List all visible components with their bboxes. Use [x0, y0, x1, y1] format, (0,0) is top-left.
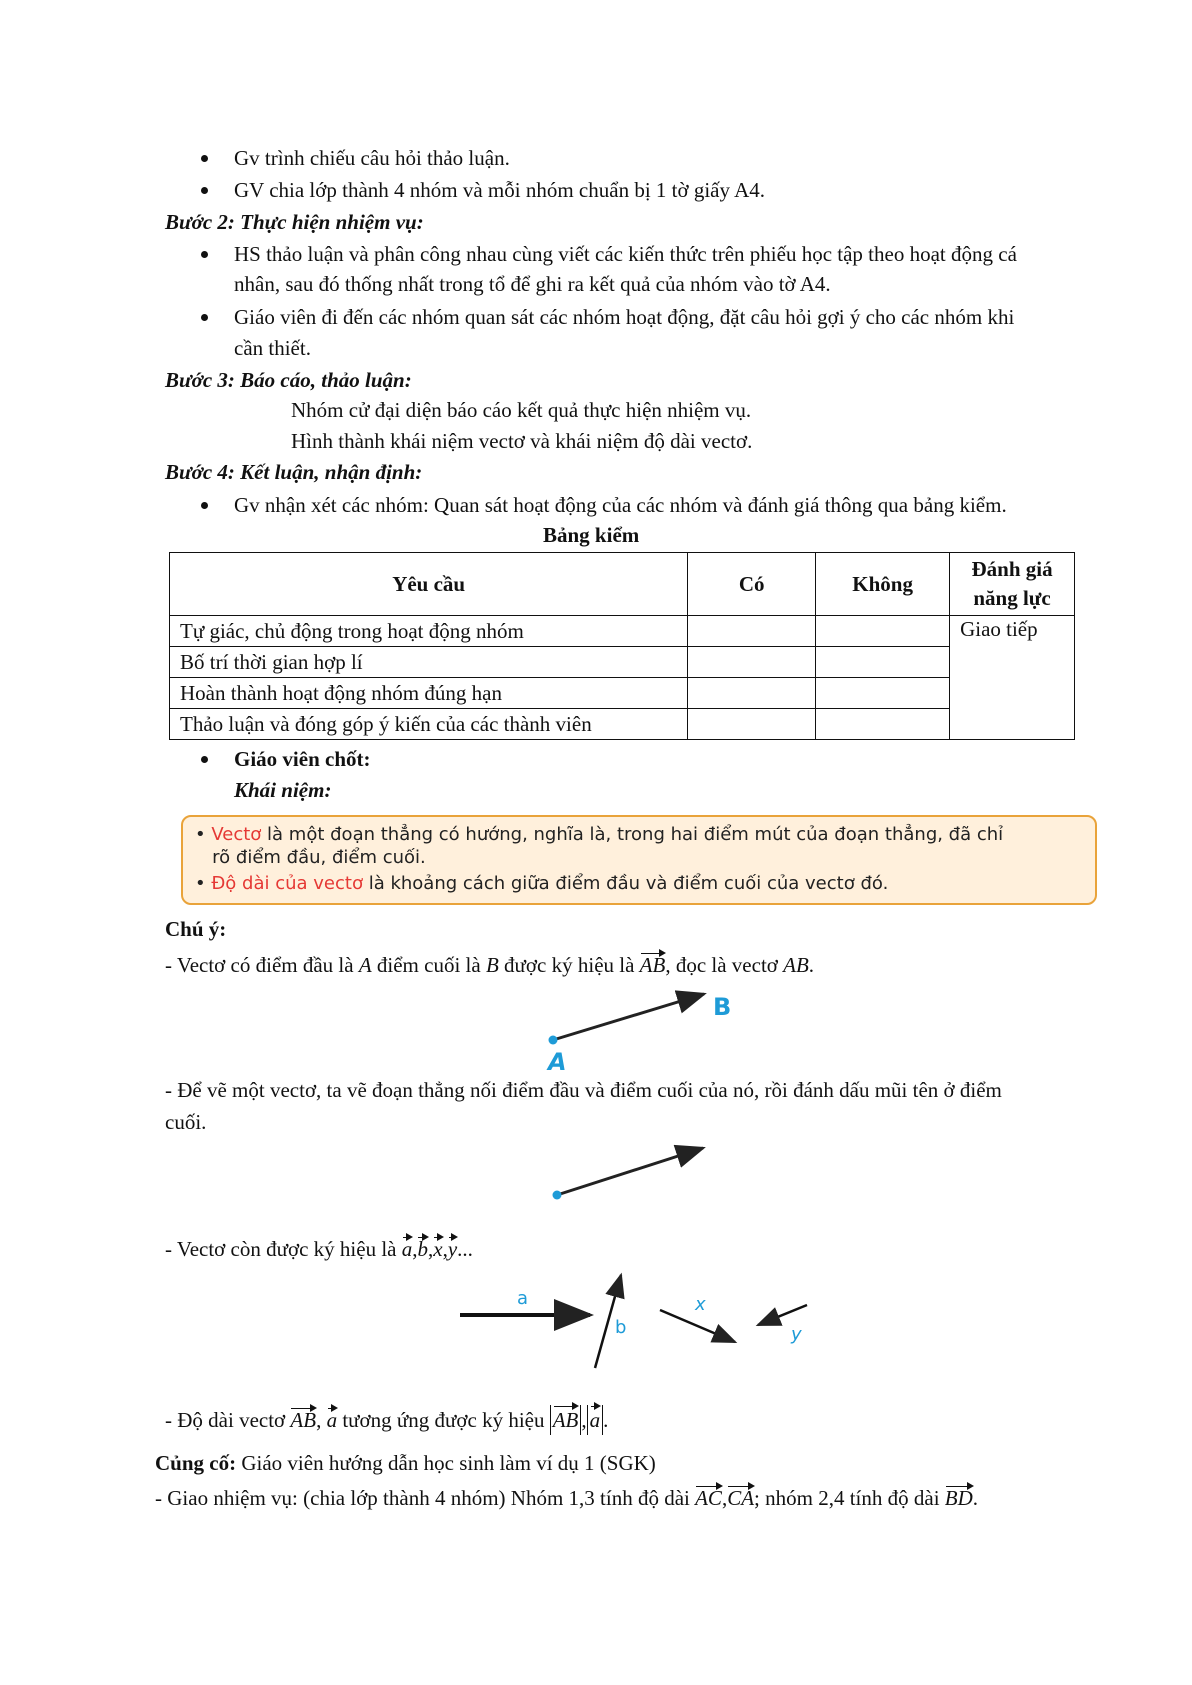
task-line: - Giao nhiệm vụ: (chia lớp thành 4 nhóm) Nhóm 1,3 tính độ dài AC,CA; nhóm 2,4 tính độ dài BD.: [155, 1486, 979, 1510]
vector-y-symbol: y: [447, 1237, 458, 1261]
point-a-dot: [549, 1036, 558, 1045]
vector-ab-symbol: AB: [639, 953, 666, 977]
vector-bd-symbol: BD: [944, 1486, 973, 1510]
length-ab-notation: [550, 1405, 582, 1435]
table-cell-requirement: Bố trí thời gian hợp lí: [170, 647, 688, 678]
consolidation-label: Củng cố:: [155, 1451, 237, 1475]
table-row: [170, 678, 1075, 709]
concept-definition-line2: rõ điểm đầu, điểm cuối.: [212, 847, 426, 868]
note-text: - Vectơ còn được ký hiệu là: [165, 1237, 397, 1261]
length-a-notation: [587, 1405, 604, 1435]
checklist-table: [169, 552, 1075, 740]
note-text: tương ứng được ký hiệu: [342, 1408, 545, 1432]
table-row: [170, 616, 1075, 647]
vector-ab-name: AB: [783, 953, 809, 977]
concept-definition-line1: là một đoạn thẳng có hướng, nghĩa là, trong hai điểm mút của đoạn thẳng, đã chỉ: [267, 824, 1004, 845]
concept-box: [181, 815, 1097, 905]
table-cell-requirement: Thảo luận và đóng góp ý kiến của các thành viên: [170, 709, 688, 740]
table-cell-yes: [688, 678, 816, 709]
note-label: Chú ý:: [165, 917, 227, 941]
vector-drawing-figure: [545, 1138, 745, 1208]
note-line-4: - Độ dài vectơ AB, a tương ứng được ký hiệu AB , a .: [165, 1405, 608, 1435]
table-cell-yes: [688, 616, 816, 647]
vector-a-symbol: a: [326, 1408, 338, 1432]
note-text: điểm cuối là: [376, 953, 481, 977]
vector-arrow: [557, 1148, 703, 1195]
note-text: - Vectơ có điểm đầu là: [165, 953, 354, 977]
note-line-1: [165, 952, 814, 978]
note-text: ...: [457, 1237, 473, 1261]
vector-x-symbol: x: [433, 1237, 443, 1261]
vector-b-symbol: b: [417, 1237, 428, 1261]
concept-term-vector: Vectơ: [211, 824, 262, 845]
table-cell-no: [816, 616, 950, 647]
step4-bullet-1: Gv nhận xét các nhóm: Quan sát hoạt động của các nhóm và đánh giá thông qua bảng kiểm.: [234, 493, 1007, 517]
table-cell-no: [816, 678, 950, 709]
concept-item-1: • Vectơ là một đoạn thẳng có hướng, nghĩa là, trong hai điểm mút của đoạn thẳng, đã chỉ rõ điểm đầu, điểm cuối.: [195, 824, 1004, 868]
step2-bullet-1-line2: nhân, sau đó thống nhất trong tổ để ghi ra kết quả của nhóm vào tờ A4.: [234, 272, 831, 296]
task-text: - Giao nhiệm vụ: (chia lớp thành 4 nhóm) Nhóm 1,3 tính độ dài: [155, 1486, 690, 1510]
vector-y-arrow: [758, 1305, 807, 1325]
header-competency: [950, 553, 1075, 616]
step4-heading: Bước 4: Kết luận, nhận định:: [165, 460, 423, 484]
task-text: .: [972, 1486, 979, 1510]
vector-b-label: b: [615, 1317, 627, 1338]
table-row: [170, 709, 1075, 740]
table-cell-no: [816, 647, 950, 678]
consolidation-line: [155, 1450, 656, 1476]
table-cell-competency: Giao tiếp: [950, 616, 1075, 740]
header-no: Không: [816, 553, 950, 616]
vector-ab-arrow: [553, 994, 704, 1040]
note-text: .: [808, 953, 815, 977]
vector-a-symbol: a: [590, 1405, 601, 1435]
concept-item-2: • Độ dài của vectơ là khoảng cách giữa điểm đầu và điểm cuối của vectơ đó.: [195, 873, 889, 894]
vector-ab-symbol: AB: [553, 1405, 579, 1435]
vector-ca-symbol: CA: [727, 1486, 755, 1510]
concept-length-definition: là khoảng cách giữa điểm đầu và điểm cuối của vectơ đó.: [368, 873, 889, 894]
point-a-symbol: A: [358, 953, 372, 977]
step2-bullet-1-line1: HS thảo luận và phân công nhau cùng viết các kiến thức trên phiếu học tập theo hoạt động cá: [234, 242, 1017, 266]
step2-bullet-2-line2: cần thiết.: [234, 336, 311, 360]
label-b: B: [713, 993, 732, 1021]
note-line-3: - Vectơ còn được ký hiệu là a,b,x,y...: [165, 1237, 473, 1261]
consolidation-text: Giáo viên hướng dẫn học sinh làm ví dụ 1 (SGK): [241, 1451, 656, 1475]
teacher-summary-label: Giáo viên chốt:: [234, 747, 371, 771]
step2-heading: Bước 2: Thực hiện nhiệm vụ:: [165, 210, 424, 234]
note-text: , đọc là vectơ: [665, 953, 778, 977]
table-cell-yes: [688, 709, 816, 740]
vector-a-symbol: a: [401, 1237, 413, 1261]
point-b-symbol: B: [485, 953, 499, 977]
vector-x-label: x: [695, 1294, 706, 1315]
vector-ac-symbol: AC: [695, 1486, 722, 1510]
task-text: ; nhóm 2,4 tính độ dài: [754, 1486, 940, 1510]
table-row: [170, 647, 1075, 678]
step3-line-2: Hình thành khái niệm vectơ và khái niệm độ dài vectơ.: [291, 429, 753, 453]
checklist-title: Bảng kiểm: [543, 523, 640, 547]
header-competency-line1: Đánh giá: [971, 557, 1053, 581]
note-text: - Độ dài vectơ: [165, 1408, 286, 1432]
note-line-2a: - Để vẽ một vectơ, ta vẽ đoạn thẳng nối điểm đầu và điểm cuối của nó, rồi đánh dấu mũi tên ở điểm: [165, 1078, 1002, 1102]
table-cell-no: [816, 709, 950, 740]
table-cell-requirement: Hoàn thành hoạt động nhóm đúng hạn: [170, 678, 688, 709]
step1-bullet-2: GV chia lớp thành 4 nhóm và mỗi nhóm chuẩn bị 1 tờ giấy A4.: [234, 178, 766, 202]
concept-label: Khái niệm:: [234, 778, 332, 802]
note-line-2b: cuối.: [165, 1110, 207, 1134]
vector-ab-symbol: AB: [290, 1408, 317, 1432]
vector-ab-figure: [520, 980, 760, 1075]
step3-heading: Bước 3: Báo cáo, thảo luận:: [165, 368, 412, 392]
step2-bullet-2-line1: Giáo viên đi đến các nhóm quan sát các nhóm hoạt động, đặt câu hỏi gợi ý cho các nhóm khi: [234, 305, 1015, 329]
vector-a-label: a: [517, 1288, 529, 1309]
table-cell-yes: [688, 647, 816, 678]
table-cell-requirement: Tự giác, chủ động trong hoạt động nhóm: [170, 616, 688, 647]
start-point-dot: [553, 1191, 562, 1200]
vector-y-label: y: [791, 1324, 802, 1345]
label-a: A: [548, 1048, 567, 1075]
step1-bullet-1: Gv trình chiếu câu hỏi thảo luận.: [234, 146, 510, 170]
checklist-header-row: [170, 553, 1075, 616]
vectors-abxy-figure: [455, 1268, 835, 1378]
step3-line-1: Nhóm cử đại diện báo cáo kết quả thực hiện nhiệm vụ.: [291, 398, 752, 422]
header-competency-line2: năng lực: [973, 586, 1051, 610]
note-text: được ký hiệu là: [504, 953, 635, 977]
header-yes: Có: [688, 553, 816, 616]
concept-term-length: Độ dài của vectơ: [211, 873, 363, 894]
header-requirement: Yêu cầu: [170, 553, 688, 616]
